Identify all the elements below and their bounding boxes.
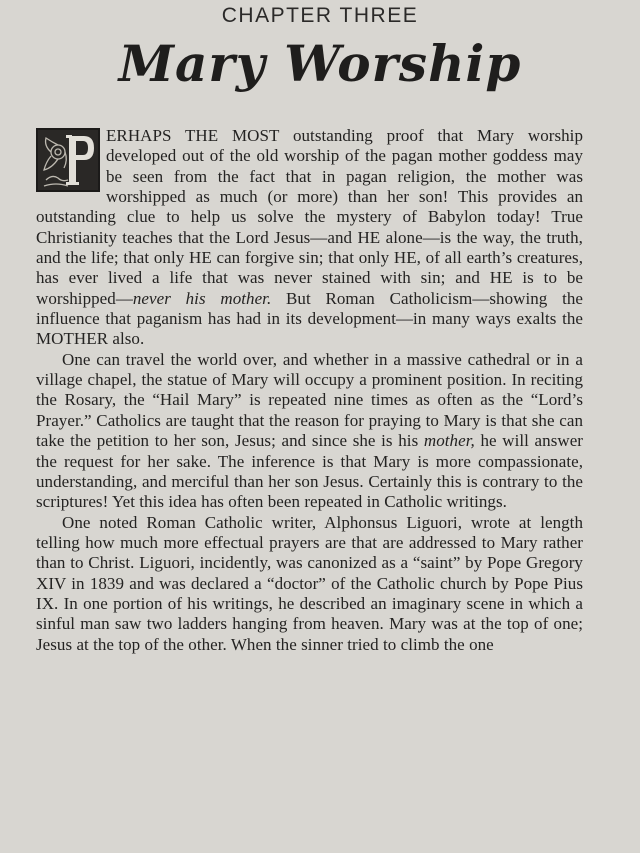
dropcap-initial bbox=[36, 128, 100, 192]
paragraph-3: One noted Roman Catholic writer, Alphonsus Liguori, wrote at length telling how much more effectual prayers are that are addressed to Mary rather than to Christ. Liguori, incidently, was canonized as a “saint” by Pope Gregory XIV in 1839 and was declared a “doctor” of the Catholic church by Pope Pius IX. In one portion of his writings, he described an imaginary scene in which a sinful man saw two ladders hanging from heaven. Mary was at the top of one; Jesus at the top of the other. When the sinner tried to climb the one bbox=[36, 512, 583, 654]
paragraph-1 bbox=[36, 126, 583, 350]
paragraph-1-text-a: outstanding proof that Mary worship developed out of the old worship of the pagan mother goddess may be seen from the fact that in pagan religion, the mother was worshipped as much (or more) than her son! This provides an outstanding clue to help us solve the mystery of Babylon today! True Christianity teaches that the Lord Jesus—and HE alone—is the way, the truth, and the life; that only HE can forgive sin; that only HE, of all earth’s creatures, has ever lived a life that was never stained with sin; and HE is to be worshipped— bbox=[36, 126, 584, 308]
body-text bbox=[36, 126, 583, 655]
chapter-title: Mary Worship bbox=[118, 34, 522, 93]
paragraph-2-emphasis: mother, bbox=[423, 431, 475, 451]
paragraph-1-text-b: But Roman Catholicism—showing the influence that paganism has had in its development—in many ways exalts the MOTHER also. bbox=[36, 288, 584, 349]
paragraph-1-lead: ERHAPS THE MOST bbox=[106, 126, 280, 145]
paragraph-2-text-a: One can travel the world over, and whether in a massive cathedral or in a village chapel, the statue of Mary will occupy a prominent position. In reciting the Rosary, the “Hail Mary” is repeated nine times as often as the “Lord’s Prayer.” Catholics are taught that the reason for praying to Mary is that she can take the petition to her son, Jesus; and since she is his bbox=[36, 349, 583, 451]
paragraph-2-text-b: he will answer the request for her sake. The inference is that Mary is more compassionate, understanding, and merciful than her son Jesus. Certainly this is contrary to the scriptures! Yet this idea has often been repeated in Catholic writings. bbox=[36, 431, 583, 512]
chapter-number: CHAPTER THREE bbox=[221, 4, 419, 27]
paragraph-2 bbox=[36, 350, 583, 513]
paragraph-1-emphasis: never his mother. bbox=[132, 288, 272, 308]
ornamental-initial-icon bbox=[38, 130, 98, 190]
